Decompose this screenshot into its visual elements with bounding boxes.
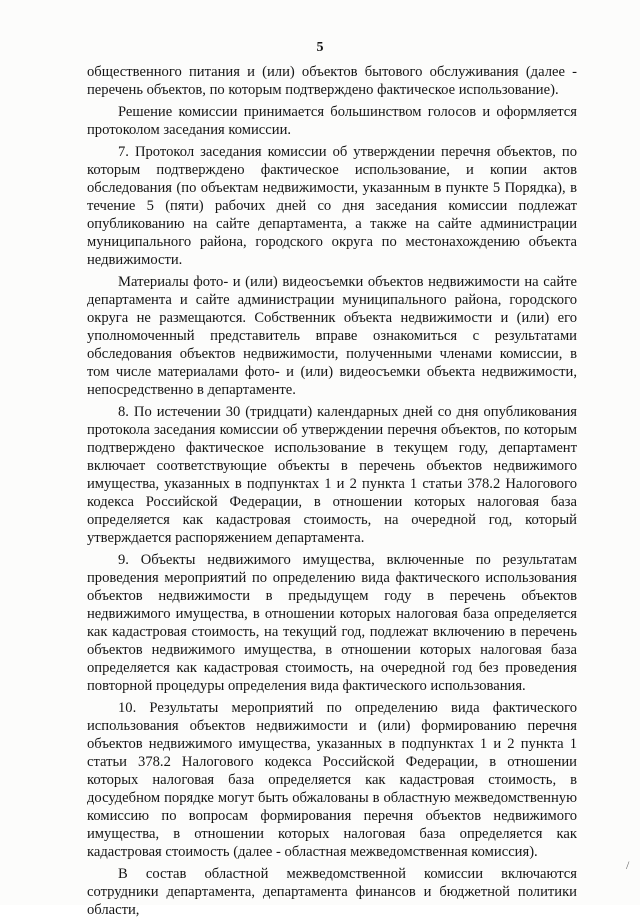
paragraph-item-7: 7. Протокол заседания комиссии об утверждении перечня объектов, по которым подтверждено фактическое использование, и копии актов обследования (по объектам недвижимости, указанным в пункте 5 Порядка), в течение 5 (пяти) рабочих дней со дня заседания комиссии подлежат опубликованию на сайте департамента, а также на сайте администрации муниципального района, городского округа по местонахождению объекта недвижимости.	[87, 144, 577, 268]
paragraph-item-10: 10. Результаты мероприятий по определению вида фактического использования объектов недвижимости и (или) формированию перечня объектов недвижимого имущества, указанных в подпунктах 1 и 2 пункта 1 статьи 378.2 Налогового кодекса Российской Федерации, в отношении которых налоговая база определяется как кадастровая стоимость, в досудебном порядке могут быть обжалованы в областную межведомственную комиссию по вопросам формирования перечня объектов недвижимого имущества, в отношении которых налоговая база определяется как кадастровая стоимость (далее - областная межведомственная комиссия).	[87, 700, 577, 860]
page-number: 5	[316, 40, 324, 55]
paragraph-photo-materials: Материалы фото- и (или) видеосъемки объектов недвижимости на сайте департамента и сайте администрации муниципального района, городского округа не размещаются. Собственник объекта недвижимости и (или) его уполномоченный представитель вправе ознакомиться с результатами обследования объектов недвижимости, полученными членами комиссии, в том числе материалами фото- и (или) видеосъемки объекта недвижимости, непосредственно в департаменте.	[87, 274, 577, 398]
document-body	[87, 63, 577, 923]
paragraph-item-9: 9. Объекты недвижимого имущества, включенные по результатам проведения мероприятий по определению вида фактического использования объектов недвижимости в предыдущем году в перечень объектов недвижимого имущества, в отношении которых налоговая база определяется как кадастровая стоимость, на текущий год, подлежат включению в перечень объектов недвижимого имущества, в отношении которых налоговая база определяется как кадастровая стоимость, на очередной год без проведения повторной процедуры определения вида фактического использования.	[87, 552, 577, 694]
paragraph-item-8: 8. По истечении 30 (тридцати) календарных дней со дня опубликования протокола заседания комиссии об утверждении перечня объектов, по которым подтверждено фактическое использование в текущем году, департамент включает соответствующие объекты в перечень объектов недвижимого имущества, указанных в подпунктах 1 и 2 пункта 1 статьи 378.2 Налогового кодекса Российской Федерации, в отношении которых налоговая база определяется как кадастровая стоимость, на очередной год, который утверждается распоряжением департамента.	[87, 404, 577, 546]
margin-mark: /	[626, 858, 630, 872]
paragraph-commission-decision: Решение комиссии принимается большинством голосов и оформляется протоколом заседания комиссии.	[87, 104, 577, 138]
paragraph-commission-composition: В состав областной межведомственной комиссии включаются сотрудники департамента, департамента финансов и бюджетной политики области,	[87, 866, 577, 918]
paragraph-continuation: общественного питания и (или) объектов бытового обслуживания (далее - перечень объектов, по которым подтверждено фактическое использование).	[87, 64, 577, 98]
